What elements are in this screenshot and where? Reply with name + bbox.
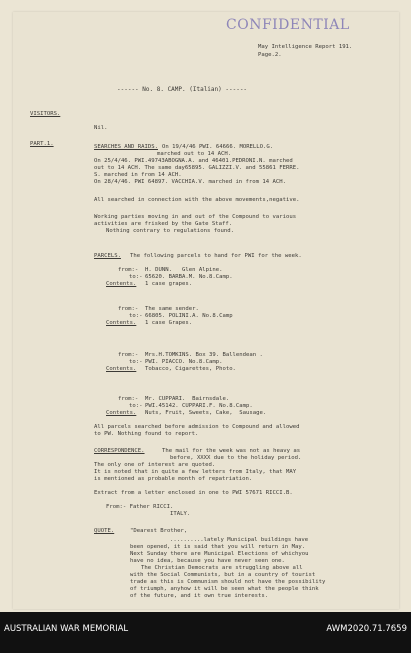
parcel-contents-label: Contents. <box>106 410 137 416</box>
accession-number: AWM2020.71.7659 <box>326 624 407 634</box>
quote-line: been opened, it is said that you will return in May. <box>130 544 306 550</box>
parcel-contents: 1 case grapes. <box>145 281 193 287</box>
searches-line: On 25/4/46. PWI.49743ABOGNA.A. and 46401.PEDRONI.N. marched <box>94 158 293 164</box>
quote-label: QUOTE. <box>94 528 115 534</box>
searches-line: out to 14 ACH. The same day65895. GALIZZI.V. and 55861 FERRE. <box>94 165 300 171</box>
parcel-to: 65620. BARBA.M. No.8.Camp. <box>145 274 233 280</box>
searches-line: marched out to 14 ACH. <box>157 151 232 157</box>
parcel-from-label: from:- <box>118 306 139 312</box>
parcel-contents: Tobacco, Cigarettes, Photo. <box>145 366 236 372</box>
working-parties-line: activities are frisked by the Gate Staff. <box>94 221 233 227</box>
correspondence-line: before, XXXX due to the holiday period. <box>170 455 302 461</box>
letter-from: From:- Father RICCI. <box>106 504 174 510</box>
searches-line: S. marched in from 14 ACH. <box>94 172 182 178</box>
parcels-intro: The following parcels to hand for PWI for the week. <box>130 253 302 259</box>
report-header-line1: May Intelligence Report 191. <box>258 44 353 50</box>
parcel-to: 66805. POLINI.A. No.8.Camp <box>145 313 233 319</box>
parcel-from-label: from:- <box>118 352 139 358</box>
document-page <box>13 12 399 609</box>
quote-line: have no idea, because you have never seen one. <box>130 558 285 564</box>
parcel-from: H. DUNN. Glen Alpine. <box>145 267 223 273</box>
part1-label: PART.1. <box>30 141 54 147</box>
parcels-label: PARCELS. <box>94 253 121 259</box>
parcel-to-label: to:- <box>129 274 143 280</box>
letter-from-country: ITALY. <box>170 511 191 517</box>
quote-line: The Christian Democrats are struggling above all <box>141 565 303 571</box>
visitors-text: Nil. <box>94 125 108 131</box>
quote-line: with the Social Communists, but in a country of tourist <box>130 572 316 578</box>
parcel-to-label: to:- <box>129 313 143 319</box>
correspondence-line: is mentioned as probable month of repatriation. <box>94 476 253 482</box>
parcel-to-label: to:- <box>129 403 143 409</box>
searches-note: All searched in connection with the above movements,negative. <box>94 197 300 203</box>
correspondence-line: It is noted that in quite a few letters from Italy, that MAY <box>94 469 297 475</box>
parcel-from: Mr. CUPPARI. Bairnsdale. <box>145 396 230 402</box>
parcel-from: The same sender. <box>145 306 199 312</box>
quote-line: of the future, and it own true interests. <box>130 593 269 599</box>
parcels-footer-line: All parcels searched before admission to Compound and allowed <box>94 424 300 430</box>
working-parties-line: Working parties moving in and out of the Compound to various <box>94 214 297 220</box>
report-header-line2: Page.2. <box>258 52 282 58</box>
correspondence-label: CORRESPONDENCE. <box>94 448 145 454</box>
correspondence-line: The mail for the week was not as heavy as <box>162 448 301 454</box>
institution-label: AUSTRALIAN WAR MEMORIAL <box>4 624 129 634</box>
visitors-label: VISITORS. <box>30 111 61 117</box>
searches-line: On 28/4/46. PWI 64897. VACCHIA.V. marched in from 14 ACH. <box>94 179 286 185</box>
quote-line: trade as this is Communism should not have the possibility <box>130 579 326 585</box>
parcel-contents-label: Contents. <box>106 366 137 372</box>
parcel-from: Mrs.H.TOMKINS. Box 39. Ballendean . <box>145 352 263 358</box>
searches-label: SEARCHES AND RAIDS. <box>94 144 158 150</box>
parcel-from-label: from:- <box>118 267 139 273</box>
parcels-footer-line: to PW. Nothing found to report. <box>94 431 199 437</box>
parcel-contents: 1 case Grapes. <box>145 320 193 326</box>
searches-line: On 19/4/46 PWI. 64666. MORELLO.G. <box>162 144 274 150</box>
confidential-stamp: CONFIDENTIAL <box>226 17 350 33</box>
quote-line: ..........lately Municipal buildings have <box>170 537 309 543</box>
correspondence-line: The only one of interest are quoted. <box>94 462 216 468</box>
quote-line: of triumph, anyhow it will be seen what the people think <box>130 586 319 592</box>
parcel-contents: Nuts, Fruit, Sweets, Cake, Sausage. <box>145 410 267 416</box>
parcel-from-label: from:- <box>118 396 139 402</box>
parcel-contents-label: Contents. <box>106 320 137 326</box>
parcel-to: PWI. PIACCO. No.8.Camp. <box>145 359 223 365</box>
quote-line: Next Sunday there are Municipal Elections of whichyou <box>130 551 309 557</box>
parcel-contents-label: Contents. <box>106 281 137 287</box>
parcel-to-label: to:- <box>129 359 143 365</box>
correspondence-extract: Extract from a letter enclosed in one to PWI 57671 RICCI.B. <box>94 490 293 496</box>
quote-line: "Dearest Brother, <box>130 528 188 534</box>
working-parties-line: Nothing contrary to regulations found. <box>106 228 234 234</box>
footer-bar <box>0 612 411 653</box>
camp-title: ------ No. 8. CAMP. (Italian) ------ <box>117 86 248 93</box>
parcel-to: PWI.45142. CUPPARI.F. No.8.Camp. <box>145 403 253 409</box>
